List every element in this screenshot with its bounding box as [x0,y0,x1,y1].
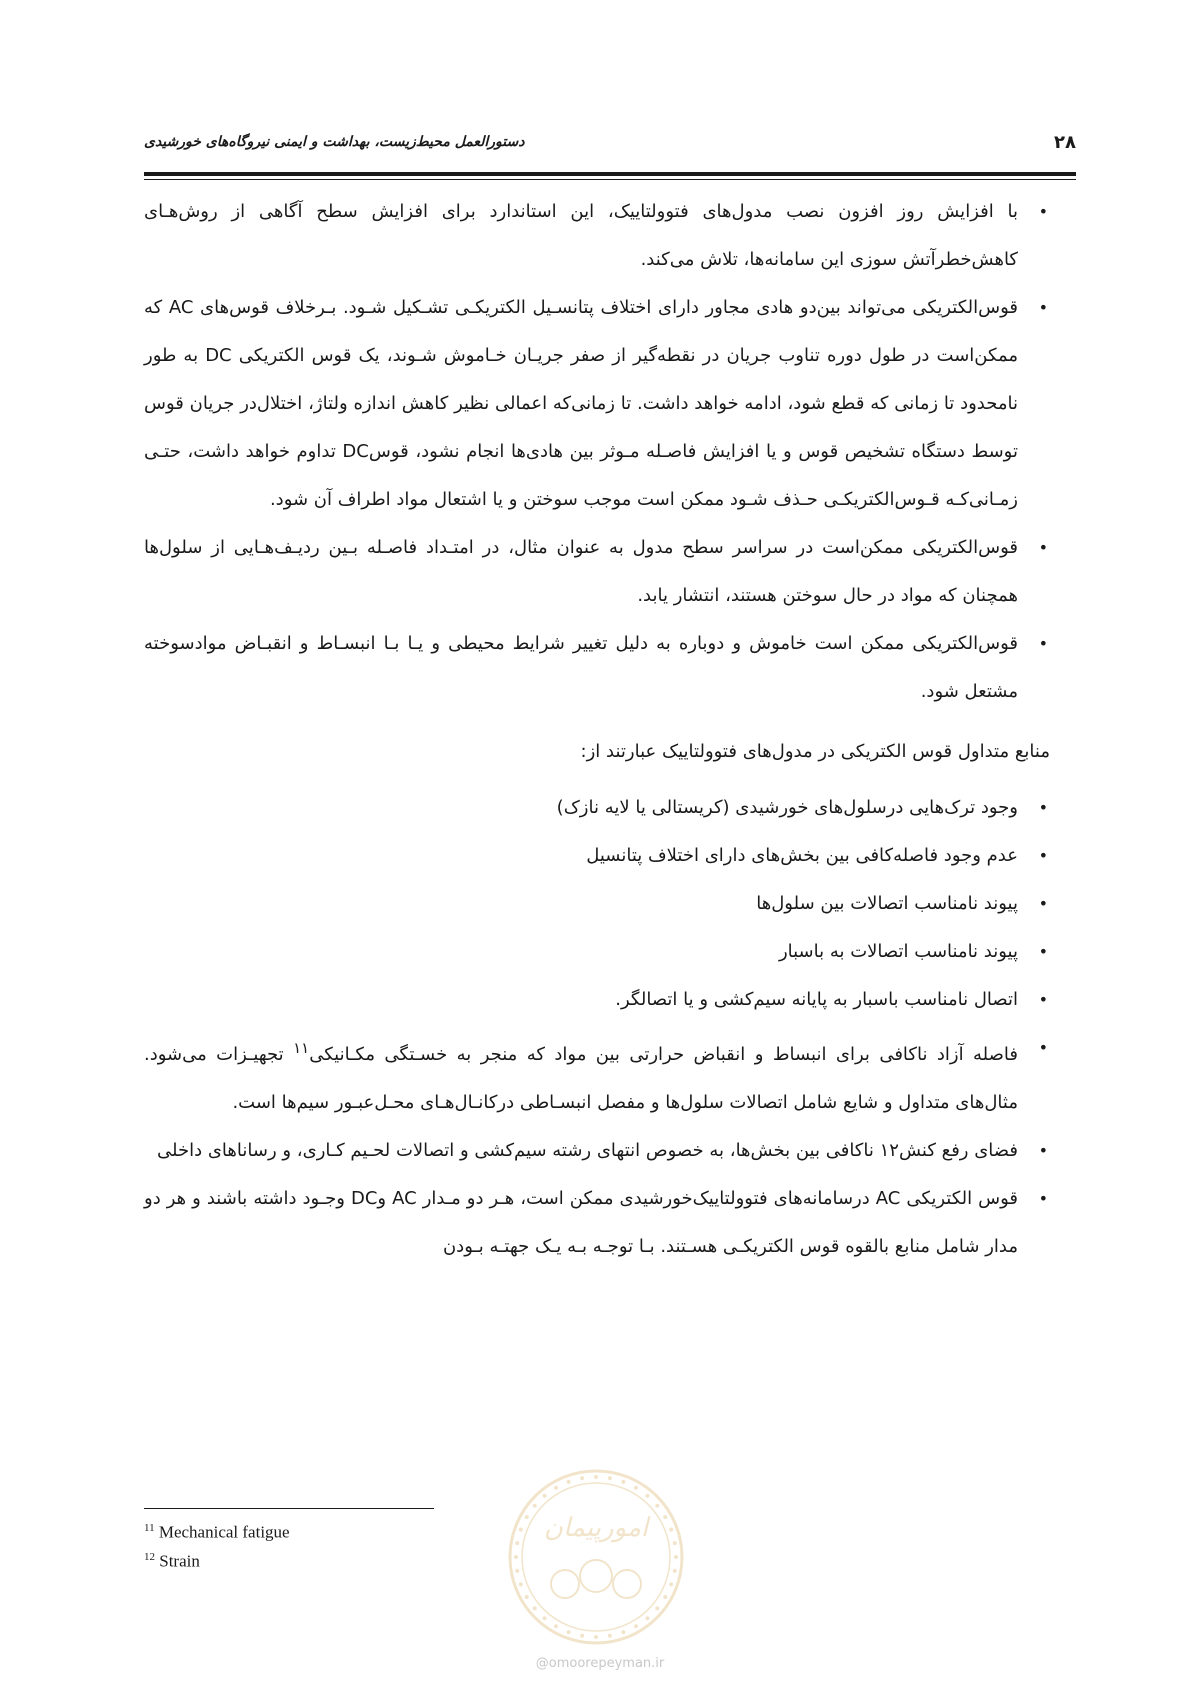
watermark-dot [525,1515,529,1519]
list-item [144,1175,1050,1271]
list-item [144,976,1050,1024]
list-item [144,928,1050,976]
list-item-text: قوس‌الکتریکی ممکن‌است در سراسر سطح مدول به عنوان مثال، در امتـداد فاصـله بـین ردیـف‌هـایی از سلول‌ها همچنان که مواد در حال سوختن هستند، انتشار یابد. [144,537,1018,606]
watermark-dot [674,1555,678,1559]
list-item-text: با افزایش روز افزون نصب مدول‌های فتوولتاییک، این استاندارد برای افزایش سطح آگاهی از روش‌هـای کاهش‌خطرآتش سوزی این سامانه‌ها، تلاش می‌کند. [144,201,1018,270]
watermark-dot [533,1504,537,1508]
footnote-text: Mechanical fatigue [158,1522,290,1542]
bullet-mark: • [1038,798,1048,817]
footnote-ref[interactable]: ۱۱ [293,1039,310,1057]
watermark-url: @omoorepeyman.ir [535,1656,665,1671]
watermark-dot [515,1569,519,1573]
list-item [144,1024,1050,1127]
watermark-dot [580,1476,584,1480]
bullet-mark: • [1038,298,1048,317]
list-item-text: قوس‌الکتریکی می‌تواند بین‌دو هادی مجاور دارای اختلاف پتانسـیل الکتریکـی تشـکیل شـود. بـرخلاف قوس‌های AC که ممکن‌است در طول دوره تناوب جریان در نقطه‌گیر از صفر جریـان خـاموش شـوند، یک قوس الکتریکی DC به طور نامحدود تا زمانی که قطع شود، ادامه خواهد داشت. تا زمانی‌که اعمالی نظیر کاهش اندازه ولتاژ، اختلال‌در جریان قوس توسط دستگاه تشخیص قوس و یا افزایش فاصـله مـوثر بین هادی‌ها انجام نشود، قوسDC تداوم خواهد داشت، حتـی زمـانی‌کـه قـوس‌الکتریکـی حـذف شـود ممکن است موجب سوختن و یا اشتعال مواد اطراف آن شود. [144,297,1018,510]
watermark-dot [519,1582,523,1586]
list-item-text: وجود ترک‌هایی درسلول‌های خورشیدی (کریستالی یا لایه نازک) [556,797,1018,818]
header-rule-thick [144,172,1076,176]
bullet-list-top [144,188,1050,716]
watermark-dot [519,1528,523,1532]
watermark-dot [669,1582,673,1586]
watermark-dot [567,1480,571,1484]
list-item-text: قوس‌الکتریکی ممکن است خاموش و دوباره به دلیل تغییر شرایط محیطی و یـا بـا انبسـاط و انقبـاض موادسوخته مشتعل شود. [144,633,1018,702]
list-item-text: قوس الکتریکی AC درسامانه‌های فتوولتاییک‌خورشیدی ممکن است، هـر دو مـدار AC وDC وجـود داشته باشند و هر دو مدار شامل منابع بالقوه قوس الکتریکـی هسـتند. بـا توجـه بـه یـک جهتـه بـودن [144,1188,1019,1257]
watermark-dot [554,1624,558,1628]
watermark-dot [655,1606,659,1610]
watermark-dot [533,1606,537,1610]
bullet-mark: • [1038,990,1048,1009]
watermark-dot [567,1630,571,1634]
footnote [144,1516,544,1545]
footnote-ref[interactable]: ۱۲ [879,1140,899,1161]
bullet-mark: • [1038,202,1048,221]
list-item [144,1127,1050,1175]
watermark-dot [673,1569,677,1573]
watermark-dot [514,1555,518,1559]
watermark-dot [621,1480,625,1484]
watermark-dot [580,1634,584,1638]
watermark-dot [634,1624,638,1628]
watermark-dot [621,1630,625,1634]
list-item [144,284,1050,524]
list-item [144,784,1050,832]
watermark-dot [594,1635,598,1639]
list-item-text: ناکافی بین بخش‌ها، به خصوص انتهای رشته سیم‌کشی و اتصالات لحـیم کـاری، و رساناهای داخلی [157,1140,880,1161]
footnote-number: 12 [144,1550,155,1563]
footnotes [144,1516,544,1573]
footnote-text: Strain [159,1551,200,1571]
bullet-mark: • [1038,942,1048,961]
bullet-mark: • [1038,1141,1048,1160]
bullet-mark: • [1038,538,1048,557]
bullet-list-bottom [144,784,1050,1271]
watermark-dot [645,1494,649,1498]
watermark-dot [663,1595,667,1599]
bullet-mark: • [1038,1189,1048,1208]
watermark-dot [554,1486,558,1490]
list-item-text: اتصال نامناسب باسبار به پایانه سیم‌کشی و یا اتصالگر. [615,989,1018,1010]
bullet-mark: • [1038,846,1048,865]
page-number: ۲۸ [1054,131,1076,153]
watermark-dot [608,1476,612,1480]
list-item-text: فاصله آزاد ناکافی برای انبساط و انقباض حرارتی بین مواد که منجر به خسـتگی مکـانیکی [309,1044,1018,1065]
header-rule-thin [144,179,1076,180]
list-item-text: پیوند نامناسب اتصالات به باسبار [778,941,1018,962]
watermark-dot [543,1494,547,1498]
watermark-dot [673,1541,677,1545]
footnote [144,1545,544,1574]
list-item [144,524,1050,620]
running-title: دستورالعمل محیط‌زیست، بهداشت و ایمنی نیروگاه‌های خورشیدی [144,134,525,150]
watermark-dot [645,1616,649,1620]
bullet-mark: • [1038,1038,1048,1057]
list-item [144,832,1050,880]
watermark-dot [515,1541,519,1545]
watermark-dot [663,1515,667,1519]
list-item-text: عدم وجود فاصله‌کافی بین بخش‌های دارای اختلاف پتانسیل [586,845,1018,866]
watermark-dot [594,1475,598,1479]
watermark-dot [634,1486,638,1490]
bullet-mark: • [1038,894,1048,913]
list-item [144,880,1050,928]
list-item [144,188,1050,284]
list-item-text: پیوند نامناسب اتصالات بین سلول‌ها [756,893,1018,914]
watermark-text: امورپیمان [543,1513,649,1543]
watermark-logo-icon [505,1466,687,1648]
watermark-dot [543,1616,547,1620]
list-item-text: فضای رفع کنش [898,1140,1018,1161]
bullet-mark: • [1038,634,1048,653]
list-item-text: تجهیـزات می‌شود. مثال‌های متداول و شایع شامل اتصالات سلول‌ها و مفصل انبسـاطی درکانـال‌هـای محـل‌عبـور سیم‌ها است. [144,1044,1018,1113]
footnote-separator [144,1508,434,1509]
page-body [144,188,1050,1271]
page-header [144,128,1076,156]
footnote-number: 11 [144,1522,155,1534]
intro-paragraph: منابع متداول قوس الکتریکی در مدول‌های فتوولتاییک عبارتند از: [580,741,1050,762]
watermark-dot [669,1528,673,1532]
watermark-dot [525,1595,529,1599]
watermark-dot [608,1634,612,1638]
list-item [144,620,1050,716]
watermark-dot [655,1504,659,1508]
